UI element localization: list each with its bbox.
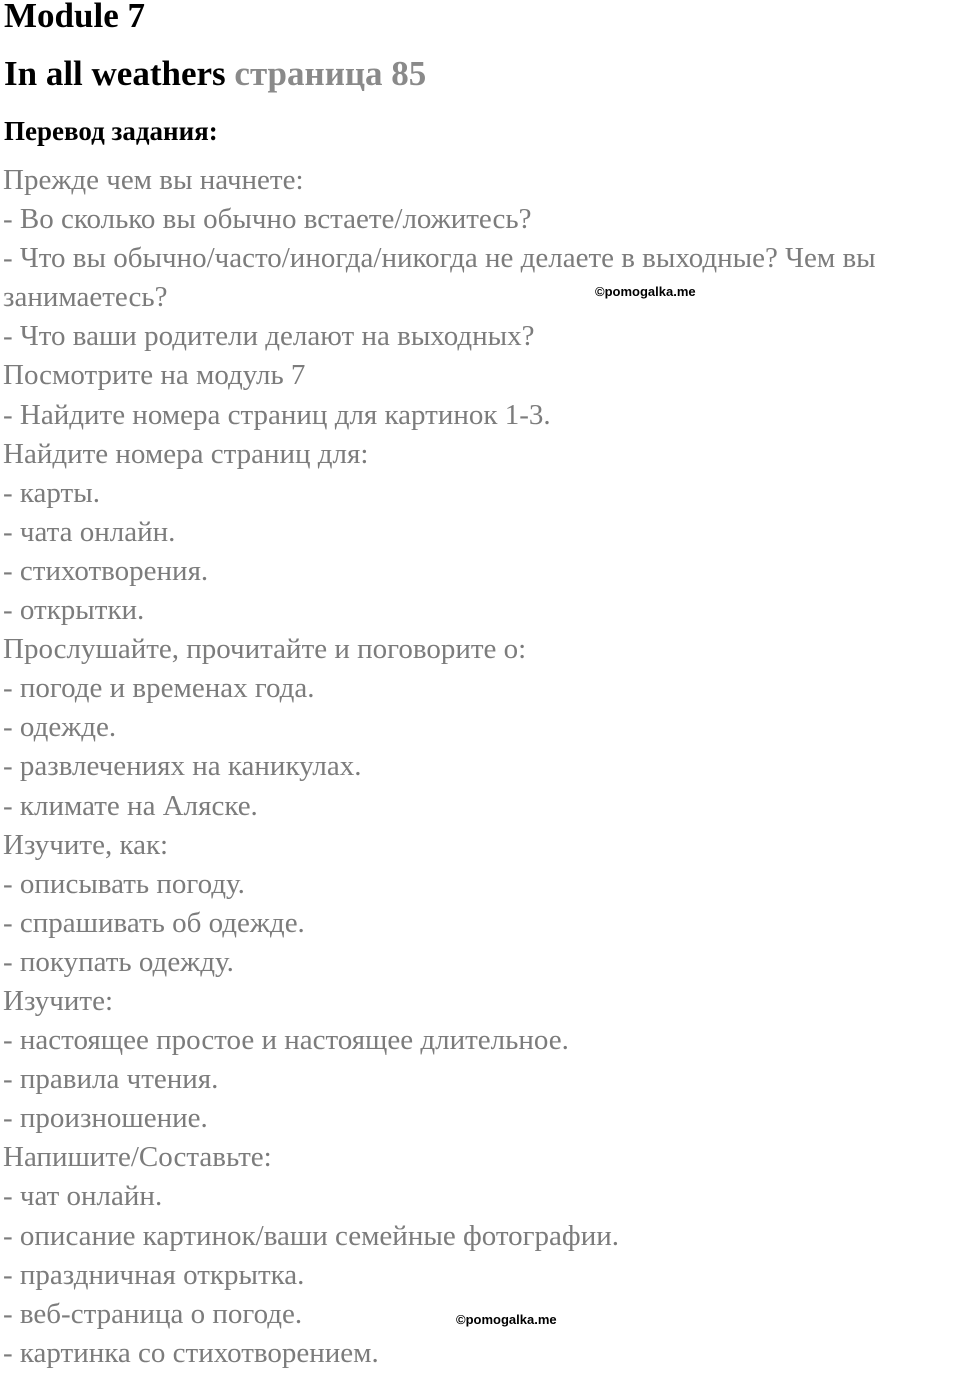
text-line: - климате на Аляске. bbox=[3, 789, 258, 822]
text-line: Изучите: bbox=[3, 984, 113, 1017]
task-heading: Перевод задания: bbox=[4, 116, 218, 146]
text-line: - правила чтения. bbox=[3, 1063, 219, 1096]
text-line: - произношение. bbox=[3, 1102, 208, 1135]
text-line: Напишите/Составьте: bbox=[3, 1141, 272, 1174]
text-line: - погоде и временах года. bbox=[3, 672, 315, 705]
watermark: ©pomogalka.me bbox=[456, 1312, 557, 1327]
text-line: - веб-страница о погоде. bbox=[3, 1297, 303, 1330]
text-line: - Что вы обычно/часто/иногда/никогда не делаете в выходные? Чем вы занимаетесь? bbox=[3, 242, 876, 314]
section-title-text: In all weathers bbox=[4, 54, 226, 93]
text-line: - одежде. bbox=[3, 711, 117, 744]
text-line: - картинка со стихотворением. bbox=[3, 1336, 379, 1369]
text-line: - Во сколько вы обычно встаете/ложитесь? bbox=[3, 203, 532, 236]
text-line: - праздничная открытка. bbox=[3, 1258, 305, 1291]
text-line: - стихотворения. bbox=[3, 554, 209, 587]
text-line: - покупать одежду. bbox=[3, 945, 234, 978]
text-line: Найдите номера страниц для: bbox=[3, 437, 369, 470]
text-line: - чат онлайн. bbox=[3, 1180, 163, 1213]
text-line: - развлечениях на каникулах. bbox=[3, 750, 362, 783]
text-line: - карты. bbox=[3, 476, 100, 509]
watermark: ©pomogalka.me bbox=[595, 284, 696, 299]
text-line: - открытки. bbox=[3, 594, 145, 627]
translation-text bbox=[3, 161, 958, 1373]
text-line: - описывать погоду. bbox=[3, 867, 245, 900]
text-line: Прослушайте, прочитайте и поговорите о: bbox=[3, 633, 527, 666]
section-title bbox=[4, 54, 426, 94]
text-line: - чата онлайн. bbox=[3, 515, 176, 548]
module-title: Module 7 bbox=[4, 0, 145, 35]
text-line: - Что ваши родители делают на выходных? bbox=[3, 320, 535, 353]
text-line: - описание картинок/ваши семейные фотографии. bbox=[3, 1219, 619, 1252]
page-reference: страница 85 bbox=[234, 54, 427, 93]
text-line: - настоящее простое и настоящее длительное. bbox=[3, 1024, 569, 1057]
text-line: - спрашивать об одежде. bbox=[3, 906, 305, 939]
text-line: Посмотрите на модуль 7 bbox=[3, 359, 306, 392]
text-line: Прежде чем вы начнете: bbox=[3, 164, 304, 196]
text-line: Изучите, как: bbox=[3, 828, 169, 861]
text-line: - Найдите номера страниц для картинок 1-3. bbox=[3, 398, 551, 431]
